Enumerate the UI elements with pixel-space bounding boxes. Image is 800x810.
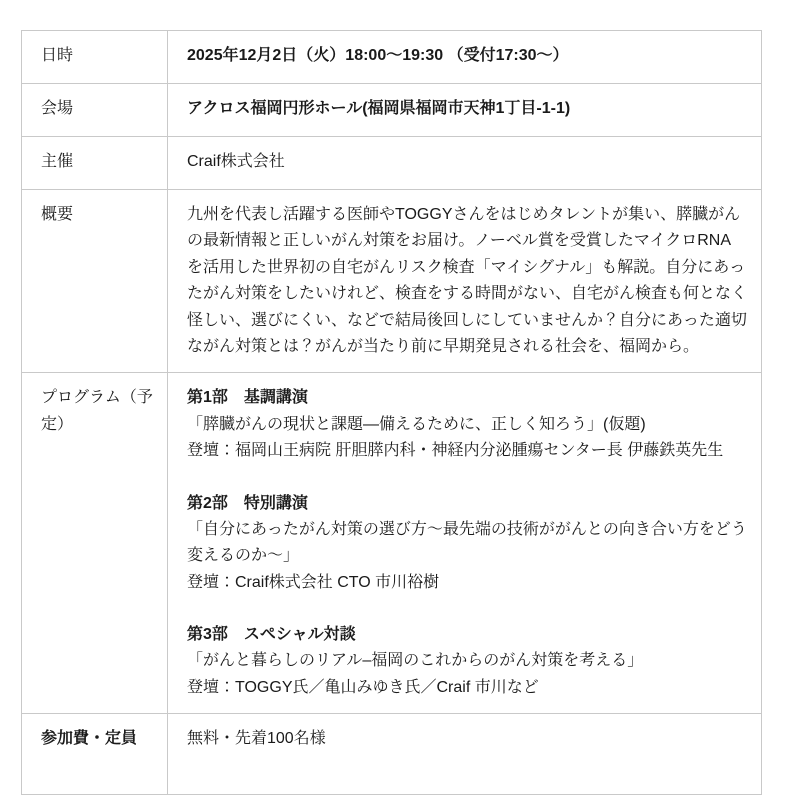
program-section-1 — [187, 385, 747, 464]
program-section-2 — [187, 491, 747, 597]
row-value-program — [168, 373, 762, 714]
row-value-datetime: 2025年12月2日（火）18:00〜19:30 （受付17:30〜） — [168, 31, 762, 84]
program-section-2-title: 第2部 特別講演 — [187, 494, 308, 512]
table-row-overview — [22, 190, 762, 373]
program-section-1-title: 第1部 基調講演 — [187, 389, 308, 407]
row-value-organizer: Craif株式会社 — [168, 137, 762, 190]
row-label-overview: 概要 — [22, 190, 168, 373]
row-label-program: プログラム（予定） — [22, 373, 168, 714]
program-section-2-subtitle: 「自分にあったがん対策の選び方〜最先端の技術ががんとの向き合い方をどう変えるのか〜」 — [187, 520, 747, 565]
table-row-venue — [22, 84, 762, 137]
program-section-3-subtitle: 「がんと暮らしのリアル–福岡のこれからのがん対策を考える」 — [187, 652, 644, 670]
program-section-3 — [187, 622, 747, 701]
program-section-1-subtitle: 「膵臓がんの現状と課題—備えるために、正しく知ろう」(仮題) — [187, 415, 646, 433]
table-row-fee-capacity — [22, 714, 762, 795]
table-row-datetime — [22, 31, 762, 84]
program-section-2-speaker: 登壇：Craif株式会社 CTO 市川裕樹 — [187, 573, 440, 591]
program-section-1-speaker: 登壇：福岡山王病院 肝胆膵内科・神経内分泌腫瘍センター長 伊藤鉄英先生 — [187, 442, 724, 460]
row-value-venue: アクロス福岡円形ホール(福岡県福岡市天神1丁目-1-1) — [168, 84, 762, 137]
row-label-venue: 会場 — [22, 84, 168, 137]
event-info-table — [21, 30, 762, 795]
row-label-fee-capacity: 参加費・定員 — [22, 714, 168, 795]
program-section-3-title: 第3部 スペシャル対談 — [187, 626, 356, 644]
program-section-3-speaker: 登壇：TOGGY氏／亀山みゆき氏／Craif 市川など — [187, 678, 539, 696]
table-row-organizer — [22, 137, 762, 190]
table-row-program — [22, 373, 762, 714]
row-value-fee-capacity: 無料・先着100名様 — [168, 714, 762, 795]
row-label-organizer: 主催 — [22, 137, 168, 190]
row-value-overview: 九州を代表し活躍する医師やTOGGYさんをはじめタレントが集い、膵臓がんの最新情報と正しいがん対策をお届け。ノーベル賞を受賞したマイクロRNAを活用した世界初の自宅がんリスク検査「マイシグナル」も解説。自分にあったがん対策をしたいけれど、検査をする時間がない、自宅がん検査も何となく怪しい、選びにくい、などで結局後回しにしていませんか？自分にあった適切ながん対策とは？がんが当たり前に早期発見される社会を、福岡から。 — [168, 190, 762, 373]
row-label-datetime: 日時 — [22, 31, 168, 84]
